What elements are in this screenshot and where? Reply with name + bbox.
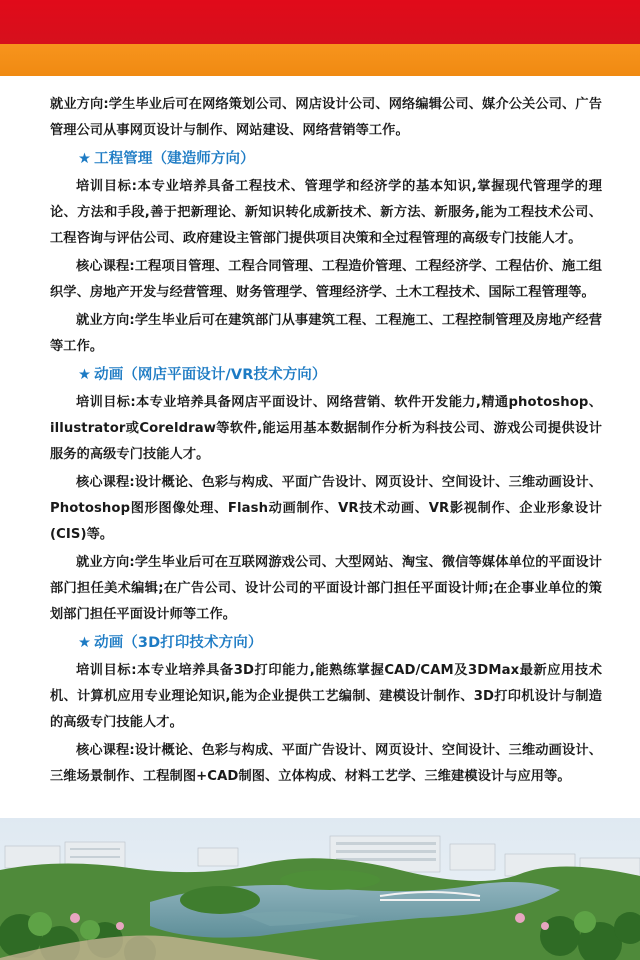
paragraph-core-courses: 核心课程:设计概论、色彩与构成、平面广告设计、网页设计、空间设计、三维动画设计、Photoshop图形图像处理、Flash动画制作、VR技术动画、VR影视制作、企业形象设计(CIS)等。 [50, 475, 602, 542]
heading-engineering-management [50, 146, 602, 172]
heading-animation-3d-printing [50, 630, 602, 656]
paragraph-core-courses: 核心课程:工程项目管理、工程合同管理、工程造价管理、工程经济学、工程估价、施工组织学、房地产开发与经营管理、财务管理学、管理经济学、土木工程技术、国际工程管理等。 [50, 259, 602, 300]
star-icon: ★ [78, 367, 92, 383]
paragraph-employment: 就业方向:学生毕业后可在互联网游戏公司、大型网站、淘宝、微信等媒体单位的平面设计部门担任美术编辑;在广告公司、设计公司的平面设计部门担任平面设计师;在企事业单位的策划部门担任平面设计师等工作。 [50, 555, 602, 622]
paragraph-employment-web: 就业方向:学生毕业后可在网络策划公司、网店设计公司、网络编辑公司、媒介公关公司、广告管理公司从事网页设计与制作、网站建设、网络营销等工作。 [50, 97, 602, 138]
star-icon: ★ [78, 635, 92, 651]
heading-animation-vr [50, 362, 602, 388]
paragraph-employment: 就业方向:学生毕业后可在建筑部门从事建筑工程、工程施工、工程控制管理及房地产经营等工作。 [50, 313, 602, 354]
paragraph-training-goal: 培训目标:本专业培养具备3D打印能力,能熟练掌握CAD/CAM及3DMax最新应用技术机、计算机应用专业理论知识,能为企业提供工艺编制、建模设计制作、3D打印机设计与制造的高级专门技能人才。 [50, 663, 602, 730]
heading-text: 动画（网店平面设计/VR技术方向） [94, 367, 327, 383]
paragraph-core-courses: 核心课程:设计概论、色彩与构成、平面广告设计、网页设计、空间设计、三维动画设计、三维场景制作、工程制图+CAD制图、立体构成、材料工艺学、三维建模设计与应用等。 [50, 743, 602, 784]
top-orange-band [0, 44, 640, 76]
top-red-band [0, 0, 640, 44]
paragraph-training-goal: 培训目标:本专业培养具备工程技术、管理学和经济学的基本知识,掌握现代管理学的理论、方法和手段,善于把新理论、新知识转化成新技术、新方法、新服务,能为工程技术公司、工程咨询与评估公司、政府建设主管部门提供项目决策和全过程管理的高级专门技能人才。 [50, 179, 602, 246]
heading-text: 动画（3D打印技术方向） [94, 635, 263, 651]
heading-text: 工程管理（建造师方向） [94, 151, 255, 167]
campus-aerial-photo [0, 818, 640, 960]
star-icon: ★ [78, 151, 92, 167]
paragraph-training-goal: 培训目标:本专业培养具备网店平面设计、网络营销、软件开发能力,精通photoshop、illustrator或Coreldraw等软件,能运用基本数据制作分析为科技公司、游戏公司提供设计服务的高级专门技能人才。 [50, 395, 602, 462]
document-body [50, 92, 602, 792]
